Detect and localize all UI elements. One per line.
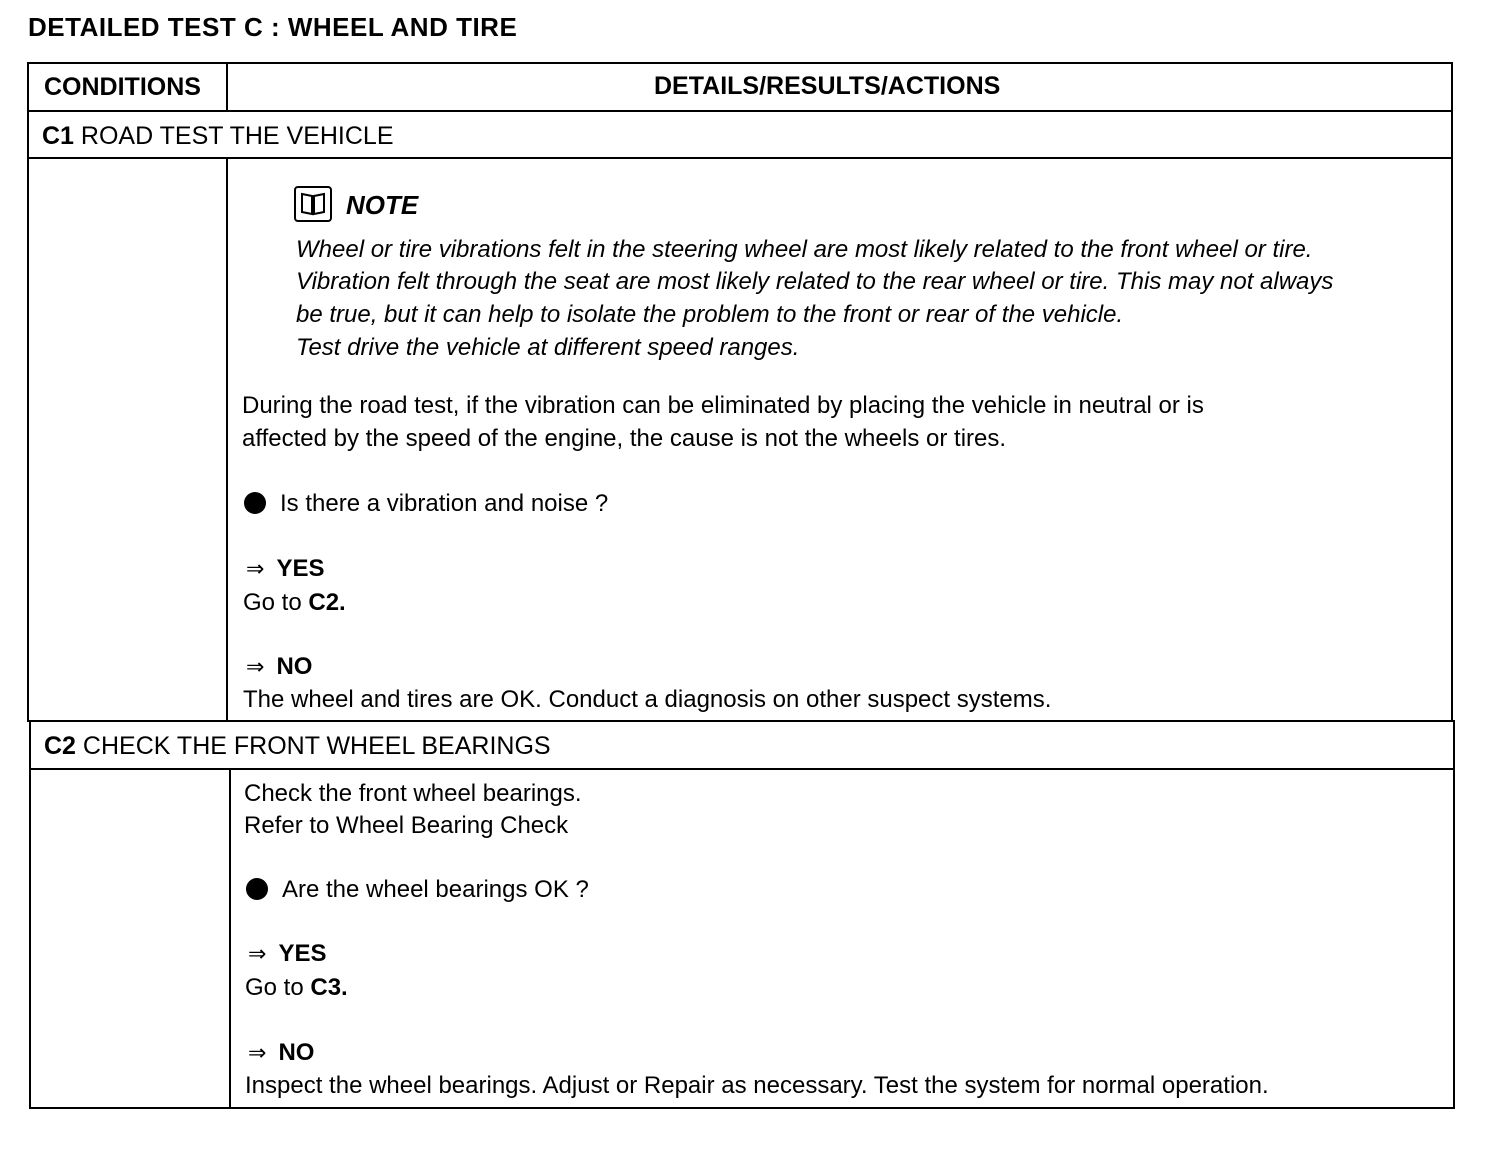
page-title: DETAILED TEST C : WHEEL AND TIRE bbox=[28, 12, 518, 42]
arrow-right-icon: ⇒ bbox=[246, 654, 265, 679]
step-c1-header bbox=[42, 122, 394, 151]
c1-yes-ref: C2. bbox=[308, 589, 346, 616]
book-icon bbox=[294, 186, 332, 222]
note-line-3: be true, but it can help to isolate the problem to the front or rear of the vehicle. bbox=[296, 301, 1124, 328]
c2-yes-label: YES bbox=[278, 940, 327, 967]
c1-no-label: NO bbox=[276, 653, 313, 680]
arrow-right-icon: ⇒ bbox=[248, 941, 267, 966]
note-line-4: Test drive the vehicle at different speed ranges. bbox=[296, 334, 800, 361]
arrow-right-icon: ⇒ bbox=[246, 556, 265, 581]
c1-yes-label: YES bbox=[276, 555, 325, 582]
step-c1-id: C1 bbox=[42, 122, 74, 150]
step-c1-title: ROAD TEST THE VEHICLE bbox=[80, 122, 394, 150]
arrow-right-icon: ⇒ bbox=[248, 1040, 267, 1065]
c1-yes-prefix: Go to bbox=[243, 589, 302, 616]
note-line-2: Vibration felt through the seat are most likely related to the rear wheel or tire. This may not always bbox=[296, 268, 1334, 295]
c1-no bbox=[246, 651, 312, 683]
c2-question-text: Are the wheel bearings OK ? bbox=[282, 876, 589, 903]
step-c2-title: CHECK THE FRONT WHEEL BEARINGS bbox=[82, 732, 551, 760]
c1-yes-action bbox=[243, 587, 346, 619]
c2-no-label: NO bbox=[278, 1039, 315, 1066]
c1-question bbox=[244, 488, 608, 520]
c1-question-text: Is there a vibration and noise ? bbox=[280, 490, 609, 517]
c2-body-line-1: Check the front wheel bearings. bbox=[244, 780, 582, 807]
c1-body-line-1: During the road test, if the vibration can be eliminated by placing the vehicle in neutral or is bbox=[242, 392, 1204, 419]
note-line-1: Wheel or tire vibrations felt in the steering wheel are most likely related to the front wheel or tire. bbox=[296, 236, 1313, 263]
step-c2-header bbox=[44, 732, 551, 761]
header-details: DETAILS/RESULTS/ACTIONS bbox=[654, 72, 1001, 100]
c2-yes bbox=[248, 938, 326, 970]
c2-body-line-2: Refer to Wheel Bearing Check bbox=[244, 812, 569, 839]
c2-yes-prefix: Go to bbox=[245, 974, 304, 1001]
header-conditions: CONDITIONS bbox=[44, 73, 201, 101]
c1-no-action: The wheel and tires are OK. Conduct a diagnosis on other suspect systems. bbox=[243, 686, 1052, 713]
c2-yes-action bbox=[245, 972, 348, 1004]
c2-yes-ref: C3. bbox=[310, 974, 348, 1001]
c1-body-line-2: affected by the speed of the engine, the cause is not the wheels or tires. bbox=[242, 425, 1007, 452]
note-label: NOTE bbox=[346, 190, 419, 220]
bullet-icon bbox=[244, 492, 266, 514]
c2-no bbox=[248, 1037, 314, 1069]
c2-no-action: Inspect the wheel bearings. Adjust or Repair as necessary. Test the system for normal operation. bbox=[245, 1072, 1269, 1099]
c1-yes bbox=[246, 553, 324, 585]
c2-question bbox=[246, 874, 589, 906]
bullet-icon bbox=[246, 878, 268, 900]
step-c2-id: C2 bbox=[44, 732, 76, 760]
